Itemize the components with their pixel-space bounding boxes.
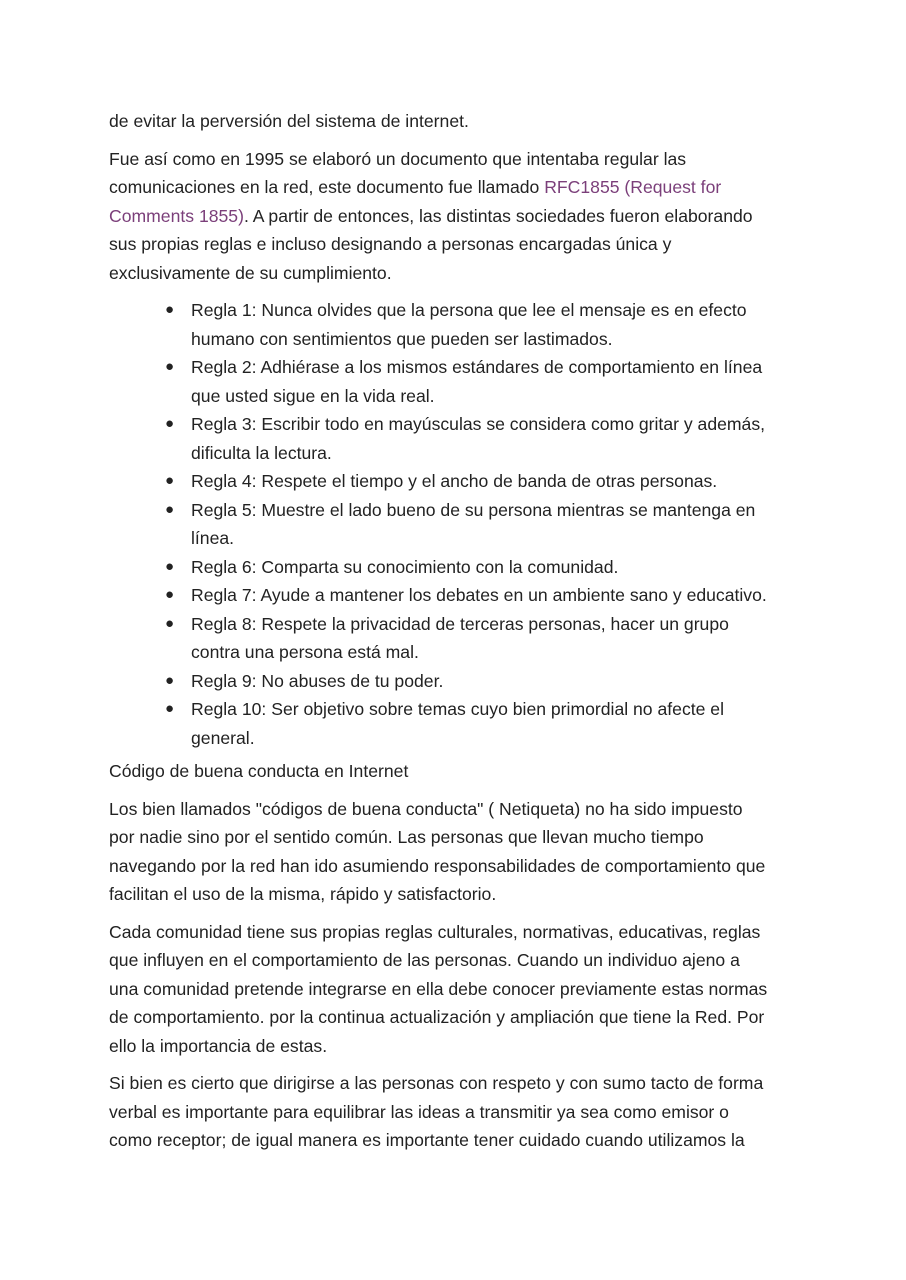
text-line [109, 852, 809, 881]
list-item-text: general. [191, 727, 255, 748]
list-item-text: que usted sigue en la vida real. [191, 385, 435, 406]
list-item [109, 553, 809, 582]
list-item-text: Regla 10: Ser objetivo sobre temas cuyo bien primordial no afecte el [191, 699, 724, 719]
text-line [109, 823, 809, 852]
bullet-icon: ● [165, 301, 175, 318]
text-line [109, 880, 809, 909]
text-segment: Código de buena conducta en Internet [109, 761, 409, 781]
text-line [109, 1069, 809, 1098]
bullet-icon: ● [165, 671, 175, 689]
bullet-icon: ● [165, 358, 175, 375]
text-line [109, 173, 809, 202]
list-item [109, 581, 809, 610]
text-segment: comunicaciones en la red, este documento fue llamado [109, 177, 545, 197]
text-line [109, 946, 809, 975]
paragraph [109, 918, 809, 1061]
text-segment: como receptor; de igual manera es importante tener cuidado cuando utilizamos la [109, 1130, 745, 1150]
list-item-text: Regla 8: Respete la privacidad de terceras personas, hacer un grupo [191, 613, 729, 634]
text-line [109, 1126, 809, 1155]
list-item-text: contra una persona está mal. [191, 642, 419, 662]
bullet-icon: ● [165, 415, 175, 432]
list-item-text: Regla 6: Comparta su conocimiento con la comunidad. [191, 556, 619, 577]
text-line [109, 107, 809, 136]
text-segment: Los bien llamados "códigos de buena conducta" ( Netiqueta) no ha sido impuesto [109, 798, 743, 819]
text-line [109, 1032, 809, 1061]
text-line [109, 1098, 809, 1127]
paragraph [109, 795, 809, 909]
list-item-text: dificulta la lectura. [191, 442, 332, 463]
list-item-text: línea. [191, 528, 235, 548]
text-segment: . A partir de entonces, las distintas sociedades fueron elaborando [243, 205, 753, 226]
text-segment: exclusivamente de su cumplimiento. [109, 262, 392, 283]
list-item-text: Regla 1: Nunca olvides que la persona que lee el mensaje es en efecto [191, 300, 747, 320]
text-segment: Fue así como en 1995 se elaboró un documento que intentaba regular las [109, 148, 687, 169]
list-item [109, 353, 809, 410]
rfc1855-link[interactable]: RFC1855 (Request for [544, 177, 722, 197]
bullet-icon: ● [165, 500, 175, 518]
bullet-icon: ● [165, 472, 175, 489]
text-segment: Si bien es cierto que dirigirse a las personas con respeto y con sumo tacto de forma [109, 1073, 764, 1093]
text-line [109, 757, 809, 786]
bullet-icon: ● [165, 614, 175, 632]
text-segment: verbal es importante para equilibrar las ideas a transmitir ya sea como emisor o [109, 1101, 729, 1122]
text-line [109, 202, 809, 231]
list-item-text: Regla 7: Ayude a mantener los debates en un ambiente sano y educativo. [191, 585, 767, 605]
text-segment: navegando por la red han ido asumiendo responsabilidades de comportamiento que [109, 855, 766, 876]
text-line [109, 795, 809, 824]
text-segment: de comportamiento. por la continua actualización y ampliación que tiene la Red. Por [109, 1007, 765, 1027]
rfc1855-link[interactable]: Comments 1855) [109, 205, 244, 226]
bullet-icon: ● [165, 557, 175, 575]
list-item-text: Regla 5: Muestre el lado bueno de su persona mientras se mantenga en [191, 499, 756, 520]
text-line [109, 230, 809, 259]
text-line [109, 259, 809, 288]
text-line [109, 1003, 809, 1032]
list-item-text: Regla 3: Escribir todo en mayúsculas se considera como gritar y además, [191, 414, 766, 434]
section-heading [109, 757, 809, 786]
list-item [109, 667, 809, 696]
list-item [109, 410, 809, 467]
paragraph [109, 145, 809, 288]
bullet-icon: ● [165, 586, 175, 603]
text-line [109, 145, 809, 174]
text-line [109, 975, 809, 1004]
paragraph [109, 107, 809, 136]
text-segment: Cada comunidad tiene sus propias reglas culturales, normativas, educativas, reglas [109, 921, 761, 942]
bullet-icon: ● [165, 700, 175, 717]
list-item [109, 296, 809, 353]
text-segment: de evitar la perversión del sistema de internet. [109, 111, 469, 131]
list-item-text: Regla 4: Respete el tiempo y el ancho de banda de otras personas. [191, 471, 718, 491]
list-item-text: Regla 2: Adhiérase a los mismos estándares de comportamiento en línea [191, 357, 763, 377]
list-item [109, 610, 809, 667]
paragraph [109, 1069, 809, 1155]
text-segment: sus propias reglas e incluso designando a personas encargadas única y [109, 234, 672, 254]
text-line [109, 918, 809, 947]
text-segment: facilitan el uso de la misma, rápido y satisfactorio. [109, 884, 497, 904]
rules-list [109, 296, 809, 752]
list-item-text: Regla 9: No abuses de tu poder. [191, 670, 444, 691]
text-segment: una comunidad pretende integrarse en ella debe conocer previamente estas normas [109, 978, 768, 999]
text-segment: ello la importancia de estas. [109, 1035, 328, 1056]
list-item [109, 467, 809, 496]
list-item [109, 496, 809, 553]
text-segment: por nadie sino por el sentido común. Las personas que llevan mucho tiempo [109, 827, 704, 847]
list-item [109, 695, 809, 752]
text-segment: que influyen en el comportamiento de las personas. Cuando un individuo ajeno a [109, 950, 740, 970]
list-item-text: humano con sentimientos que pueden ser lastimados. [191, 328, 613, 349]
document-page [109, 107, 809, 1164]
